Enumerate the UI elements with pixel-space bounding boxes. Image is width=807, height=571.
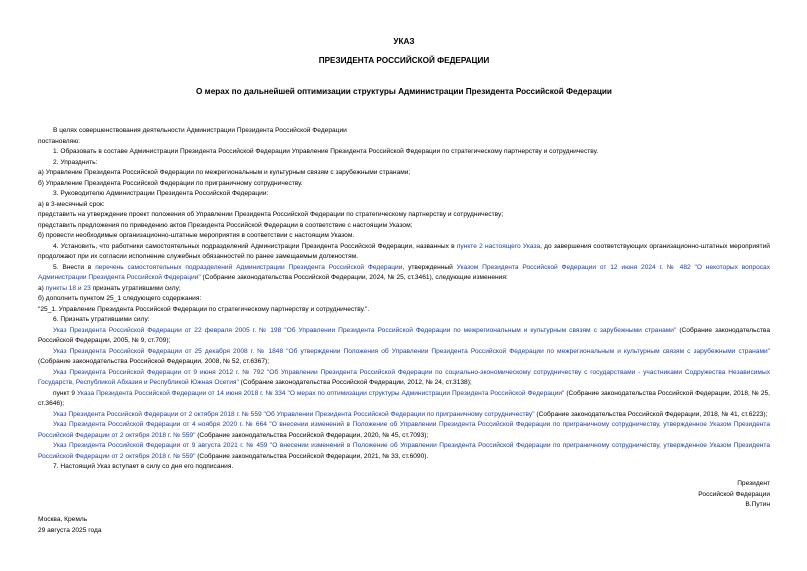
- p5a-text-end: признать утратившими силу;: [90, 284, 181, 292]
- place-date-block: [38, 515, 338, 536]
- document-heading: О мерах по дальнейшей оптимизации структуры Администрации Президента Российской Федерации: [196, 87, 612, 96]
- p5-link-list[interactable]: перечень самостоятельных подразделений Администрации Президента Российской Федерации: [95, 263, 403, 271]
- repeal-6-link[interactable]: Указ Президента Российской Федерации от 4 ноября 2020 г. № 664 "О внесении изменений в Положение об Управлении Президента Российской Федерации по приграничному сотрудничеству, утвержденное Указом Президента Российской Федерации от 2 октября 2018 г. № 559": [38, 421, 770, 439]
- p5a-link[interactable]: пункты 18 и 23: [45, 284, 91, 292]
- signature-title: Президент: [737, 480, 770, 487]
- paragraph-6: 6. Признать утратившими силу:: [53, 316, 150, 323]
- document-body: [38, 126, 770, 473]
- repeal-7-link[interactable]: Указ Президента Российской Федерации от 9 августа 2021 г. № 459 "О внесении изменений в Положение об Управлении Президента Российской Федерации по приграничному сотрудничеству, утвержденное Указом Президента Российской Федерации от 2 октября 2018 г. № 559": [38, 442, 770, 460]
- decree-word: постановляю:: [38, 137, 81, 145]
- paragraph-3: 3. Руководителю Администрации Президента Российской Федерации:: [53, 190, 269, 197]
- paragraph-5: [38, 263, 770, 284]
- document-type-title: УКАЗ: [393, 37, 415, 46]
- signature-name: В.Путин: [745, 501, 770, 508]
- p4-link[interactable]: пункте 2 настоящего Указа: [456, 242, 541, 250]
- paragraph-5a: [38, 284, 770, 295]
- repeal-1-text: (Собрание законодательства Российской Федерации, 2005, № 9, ст.709);: [38, 326, 770, 344]
- paragraph-2a: а) Управление Президента Российской Федерации по межрегиональным и культурным связям с зарубежными странами;: [38, 169, 411, 176]
- p5-link-decree[interactable]: Указом Президента Российской Федерации от 12 июня 2024 г. № 482 "О некоторых вопросах Администрации Президента Российской Федерации": [38, 263, 770, 281]
- repeal-4-text: (Собрание законодательства Российской Федерации, 2018, № 25, ст.3646);: [38, 389, 770, 407]
- paragraph-7: 7. Настоящий Указ вступает в силу со дня его подписания.: [53, 463, 234, 470]
- signature-country: Российской Федерации: [698, 490, 770, 498]
- paragraph-5b: б) дополнить пунктом 25_1 следующего содержания:: [38, 295, 202, 302]
- paragraph-2b: б) Управление Президента Российской Федерации по приграничному сотрудничеству.: [38, 179, 303, 187]
- signing-place: Москва, Кремль: [38, 516, 88, 523]
- p5-text-end: (Собрание законодательства Российской Федерации, 2024, № 25, ст.3461), следующие изменения:: [200, 274, 508, 281]
- p5-text-mid: , утвержденный: [402, 263, 457, 271]
- paragraph-3a-2: представить предложения по приведению актов Президента Российской Федерации в соответствие с настоящим Указом;: [38, 221, 413, 229]
- signature-block: [570, 479, 770, 511]
- paragraph-3a: а) в 3-месячный срок:: [38, 200, 105, 208]
- repeal-item-5: [38, 410, 770, 421]
- repeal-4-link[interactable]: Указа Президента Российской Федерации от 14 июня 2018 г. № 334 "О мерах по оптимизации структуры Администрации Президента Российской Федерации": [76, 389, 565, 397]
- paragraph-4: [38, 242, 770, 263]
- repeal-3-text: (Собрание законодательства Российской Федерации, 2012, № 24, ст.3138);: [238, 379, 472, 386]
- repeal-7-text: (Собрание законодательства Российской Федерации, 2021, № 33, ст.6090).: [195, 452, 429, 460]
- repeal-item-4: [38, 389, 770, 410]
- repeal-item-3: [38, 368, 770, 389]
- repeal-item-7: [38, 441, 770, 462]
- p4-text-start: 4. Установить, что работники самостоятельных подразделений Администрации Президента Российской Федерации, названных в: [53, 242, 457, 250]
- repeal-1-link[interactable]: Указ Президента Российской Федерации от 22 февраля 2005 г. № 198 "Об Управлении Президента Российской Федерации по межрегиональным и культурным связям с зарубежными странами": [53, 326, 677, 334]
- repeal-item-6: [38, 420, 770, 441]
- repeal-4-text-start: пункт 9: [53, 389, 77, 397]
- repeal-5-link[interactable]: Указ Президента Российской Федерации от 2 октября 2018 г. № 559 "Об Управлении Президента Российской Федерации по приграничному сотрудничеству": [53, 410, 535, 418]
- repeal-5-text: (Собрание законодательства Российской Федерации, 2018, № 41, ст.6223);: [534, 410, 768, 418]
- paragraph-5b-quote: "25_1. Управление Президента Российской Федерации по стратегическому партнерству и сотрудничеству.".: [38, 305, 370, 313]
- p5a-text-start: а): [38, 284, 46, 292]
- repeal-2-link[interactable]: Указ Президента Российской Федерации от 25 декабря 2008 г. № 1848 "Об утверждении Положения об Управлении Президента Российской Федерации по межрегиональным и культурным связям с зарубежными странами": [53, 347, 770, 355]
- paragraph-1: 1. Образовать в составе Администрации Президента Российской Федерации Управление Президента Российской Федерации по стратегическому партнерству и сотрудничеству.: [53, 148, 599, 155]
- paragraph-3b: б) провести необходимые организационно-штатные мероприятия в соответствии с настоящим Указом.: [38, 232, 355, 239]
- p5-text-start: 5. Внести в: [53, 263, 96, 271]
- repeal-6-text: (Собрание законодательства Российской Федерации, 2020, № 45, ст.7093);: [195, 431, 429, 439]
- issuer-title: ПРЕЗИДЕНТА РОССИЙСКОЙ ФЕДЕРАЦИИ: [318, 56, 490, 65]
- p4-text-end: , до завершения соответствующих организационно-штатных мероприятий продолжают при их согласии исполнение служебных обязанностей по ранее замещаемым должностям.: [38, 242, 770, 260]
- signing-date: 29 августа 2025 года: [38, 526, 102, 534]
- paragraph-2: 2. Упразднить:: [53, 158, 98, 166]
- repeal-item-2: [38, 347, 770, 368]
- intro-paragraph: В целях совершенствования деятельности Администрации Президента Российской Федерации: [53, 127, 347, 134]
- repeal-2-text: (Собрание законодательства Российской Федерации, 2008, № 52, ст.6367);: [38, 358, 270, 365]
- paragraph-3a-1: представить на утверждение проект положения об Управлении Президента Российской Федерации по стратегическому партнерству и сотрудничеству;: [38, 211, 504, 218]
- repeal-item-1: [38, 326, 770, 347]
- repeal-3-link[interactable]: Указ Президента Российской Федерации от 9 июня 2012 г. № 792 "Об Управлении Президента Российской Федерации по социально-экономическому сотрудничеству с государствами - участниками Содружества Независимых Государств, Республикой Абхазия и Республикой Южная Осетия": [38, 368, 770, 386]
